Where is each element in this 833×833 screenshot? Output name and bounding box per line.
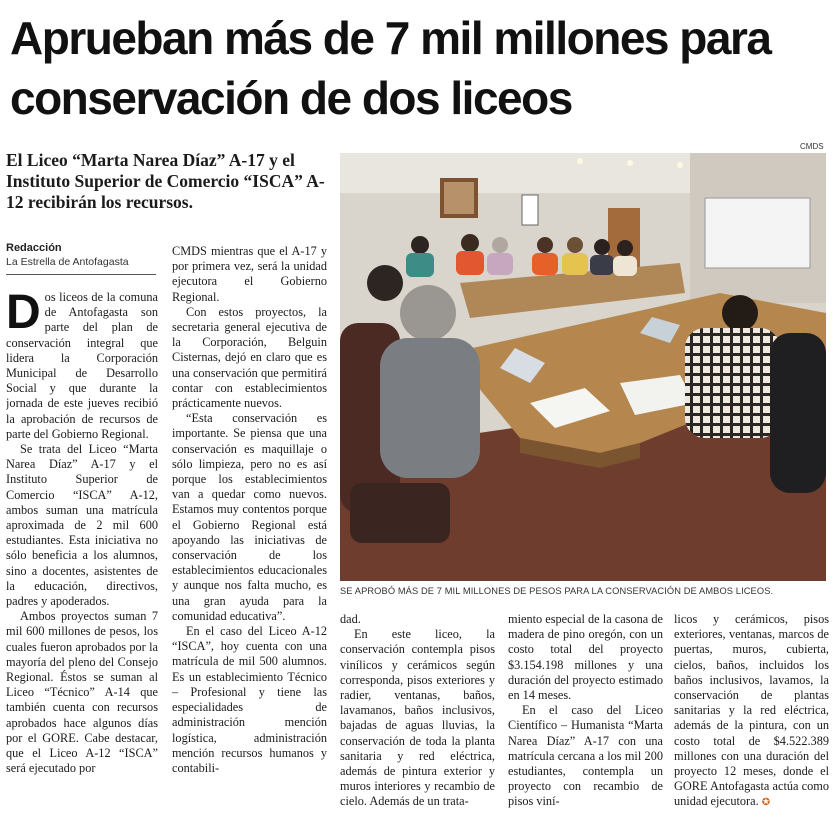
- paragraph: [6, 290, 158, 442]
- article-photo: [340, 153, 826, 581]
- subheadline: El Liceo “Marta Narea Díaz” A-17 y el Instituto Superior de Comercio “ISCA” A-12 recibirán los recursos.: [6, 150, 325, 212]
- body-column-4: [508, 612, 663, 833]
- paragraph: En el caso del Liceo A-12 “ISCA”, hoy cuenta con una matrícula de mil 500 alumnos. Es un establecimiento Técnico – Profesional y tiene las especialidades de administración mención logística, administración mención recursos humanos y contabili-: [172, 624, 327, 775]
- drop-cap: D: [6, 290, 41, 339]
- end-of-article-icon: ✪: [761, 797, 771, 809]
- paragraph: “Esta conservación es importante. Se piensa que una conservación es maquillaje o sólo limpieza, pero no es así porque los establecimientos van a quedar como nuevos. Estamos muy contentos porque el Gobierno Regional está apoyando las iniciativas de conservación de los establecimientos educacionales y aunque nos falta mucho, es una gran ayuda para la comunidad educativa”.: [172, 411, 327, 623]
- paragraph-text: os liceos de la comuna de Antofagasta son parte del plan de conservación integral que lidera la Corporación Municipal de Desarrollo Social y que durante la jornada de este jueves recibió la aprobación de recursos de parte del Gobierno Regional.: [6, 290, 158, 441]
- paragraph: En el caso del Liceo Científico – Humanista “Marta Narea Díaz” A-17 con una matrícula cercana a los mil 200 estudiantes, contempla un proyecto con recambio de pisos viní-: [508, 703, 663, 809]
- paragraph: Se trata del Liceo “Marta Narea Díaz” A-17 y el Instituto Superior de Comercio “ISCA” A-12, ambos suman una matrícula aproximada de 2 mil 600 estudiantes. Esta iniciativa no sólo beneficia a los alumnos, sino a docentes, asistentes de la educación, directivos, padres y apoderados.: [6, 442, 158, 609]
- headline: Aprueban más de 7 mil millones para conservación de dos liceos: [10, 12, 771, 124]
- body-column-2: [172, 244, 327, 833]
- byline-author: Redacción: [6, 242, 62, 254]
- paragraph: En este liceo, la conservación contempla pisos vinílicos y cerámicos según corresponda, pisos exteriores y radier, ventanas, baños, lavamanos, baños inclusivos, bajadas de aguas lluvias, la conservación de toda la planta sanitaria y red eléctrica, además de pintura exterior y muros interiores y recambio de cielo. Además de un trata-: [340, 627, 495, 809]
- photo-caption: SE APROBÓ MÁS DE 7 MIL MILLONES DE PESOS PARA LA CONSERVACIÓN DE AMBOS LICEOS.: [340, 586, 774, 596]
- paragraph-text: licos y cerámicos, pisos exteriores, ventanas, marcos de puertas, muros, cubierta, cielos, baños, incluidos los baños inclusivos, lavamos, la conservación de plantas sanitarias y la red eléctrica, además de la pintura, con un costo total de $4.522.389 millones con una duración del proyecto 12 meses, donde el GORE Antofagasta actúa como unidad ejecutora.: [674, 612, 829, 809]
- paragraph: Ambos proyectos suman 7 mil 600 millones de pesos, los cuales fueron aprobados por la mayoría del pleno del Consejo Regional. Éstos se suman al Liceo “Técnico” A-14 que también cuenta con recursos aprobados hace algunos días por el GORE. Cabe destacar, que el Liceo A-12 “ISCA” será ejecutado por: [6, 609, 158, 776]
- paragraph: CMDS mientras que el A-17 y por primera vez, será la unidad ejecutora el Gobierno Regional.: [172, 244, 327, 304]
- paragraph: dad.: [340, 612, 361, 626]
- byline-source: La Estrella de Antofagasta: [6, 256, 129, 268]
- paragraph: Con estos proyectos, la secretaria general ejecutiva de la Corporación, Belguin Cisternas, dejó en claro que es una conservación que permitirá contar con establecimientos prácticamente nuevos.: [172, 304, 327, 411]
- body-column-1: [6, 290, 158, 833]
- body-column-3: [340, 612, 495, 833]
- meeting-room-illustration: [340, 153, 826, 581]
- photo-credit: CMDS: [800, 142, 824, 151]
- paragraph: miento especial de la casona de madera de pino oregón, con un costo total del proyecto $3.154.198 millones y una duración del proyecto estimado en 14 meses.: [508, 612, 663, 703]
- body-column-5: [674, 612, 829, 833]
- paragraph: [674, 612, 829, 811]
- byline-divider: [6, 274, 156, 275]
